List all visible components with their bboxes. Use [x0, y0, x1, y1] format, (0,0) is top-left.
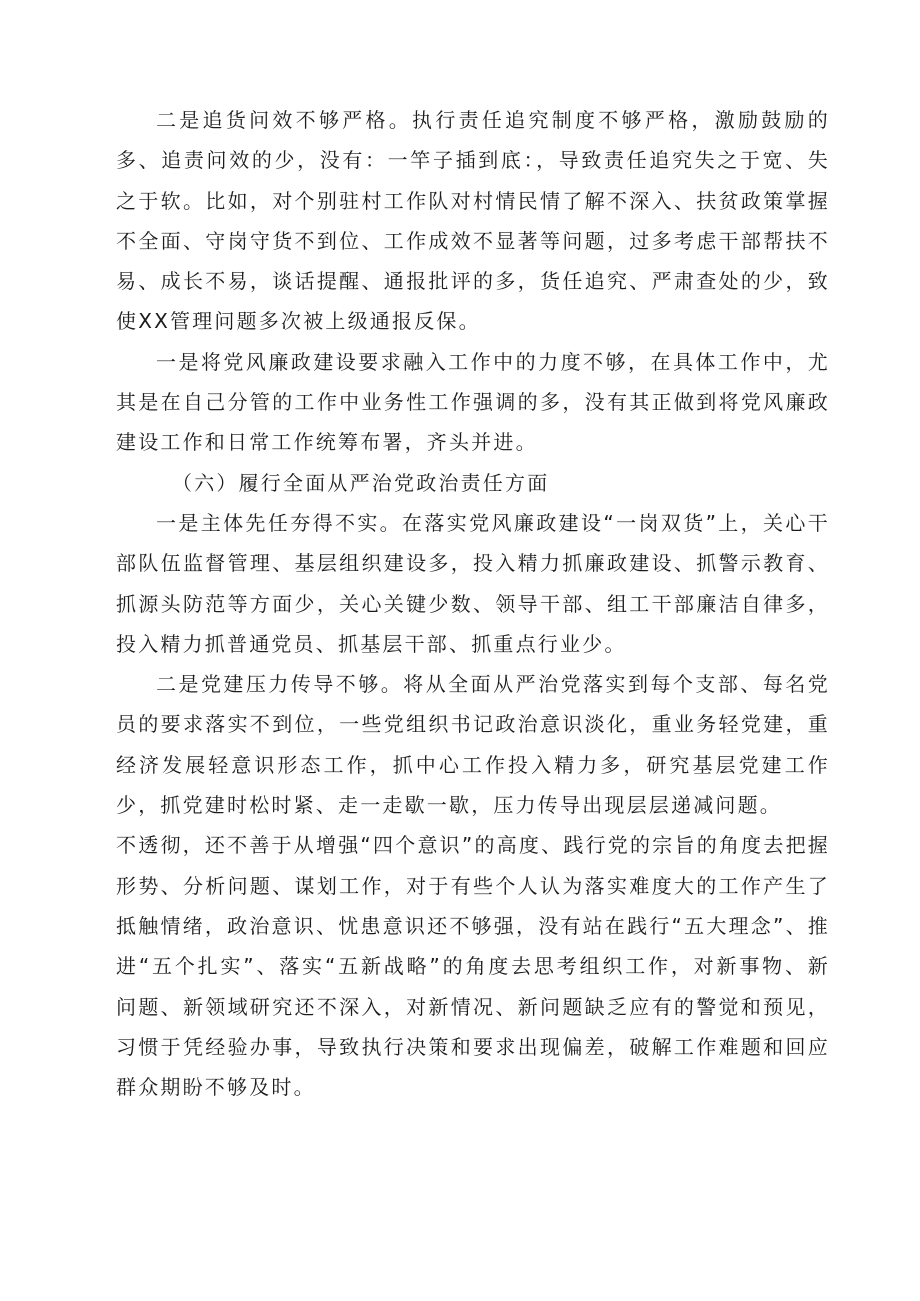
section-heading: （六）履行全面从严治党政治责任方面 [172, 470, 550, 495]
paragraph-pressure-transmission: 二是党建压力传导不够。将从全面从严治党落实到每个支部、每名党员的要求落实不到位，一些党组织书记政治意识淡化，重业务轻党建，重经济发展轻意识形态工作，抓中心工作投入精力多，研究基层党建工作少，抓党建时松时紧、走一走歇一歇，压力传导出现层层递减问题。 [116, 672, 830, 818]
paragraph-integrity-integration: 一是将党风廉政建设要求融入工作中的力度不够，在具体工作中，尤其是在自己分管的工作中业务性工作强调的多，没有其正做到将党风廉政建设工作和日常工作统筹布署，齐头并进。 [116, 349, 830, 455]
paragraph-accountability: 二是追货问效不够严格。执行责任追究制度不够严格，激励鼓励的多、追责问效的少，没有：一竿子插到底：，导致责任追究失之于宽、失之于软。比如，对个别驻村工作队对村情民情了解不深入、扶贫政策掌握不全面、守岗守货不到位、工作成效不显著等问题，过多考虑干部帮扶不易、成长不易，谈话提醒、通报批评的多，货任追究、严肃查处的少，致使XX管理问题多次被上级通报反保。 [116, 108, 830, 334]
paragraph-main-responsibility: 一是主体先任夯得不实。在落实党风廉政建设“一岗双货”上，关心干部队伍监督管理、基层组织建设多，投入精力抓廉政建设、抓警示教育、抓源头防范等方面少，关心关键少数、领导干部、组工干部廉洁自律多，投入精力抓普通党员、抓基层干部、抓重点行业少。 [116, 510, 830, 656]
paragraph-continuation: 不透彻，还不善于从增强“四个意识”的高度、践行党的宗旨的角度去把握形势、分析问题、谋划工作，对于有些个人认为落实难度大的工作产生了抵触情绪，政治意识、忧患意识还不够强，没有站在践行“五大理念”、推进“五个扎实”、落实“五新战略”的角度去思考组织工作，对新事物、新问题、新领域研究还不深入，对新情况、新问题缺乏应有的警觉和预见，习惯于凭经验办事，导致执行决策和要求出现偏差，破解工作难题和回应群众期盼不够及时。 [116, 833, 830, 1100]
document-body [116, 100, 830, 1107]
